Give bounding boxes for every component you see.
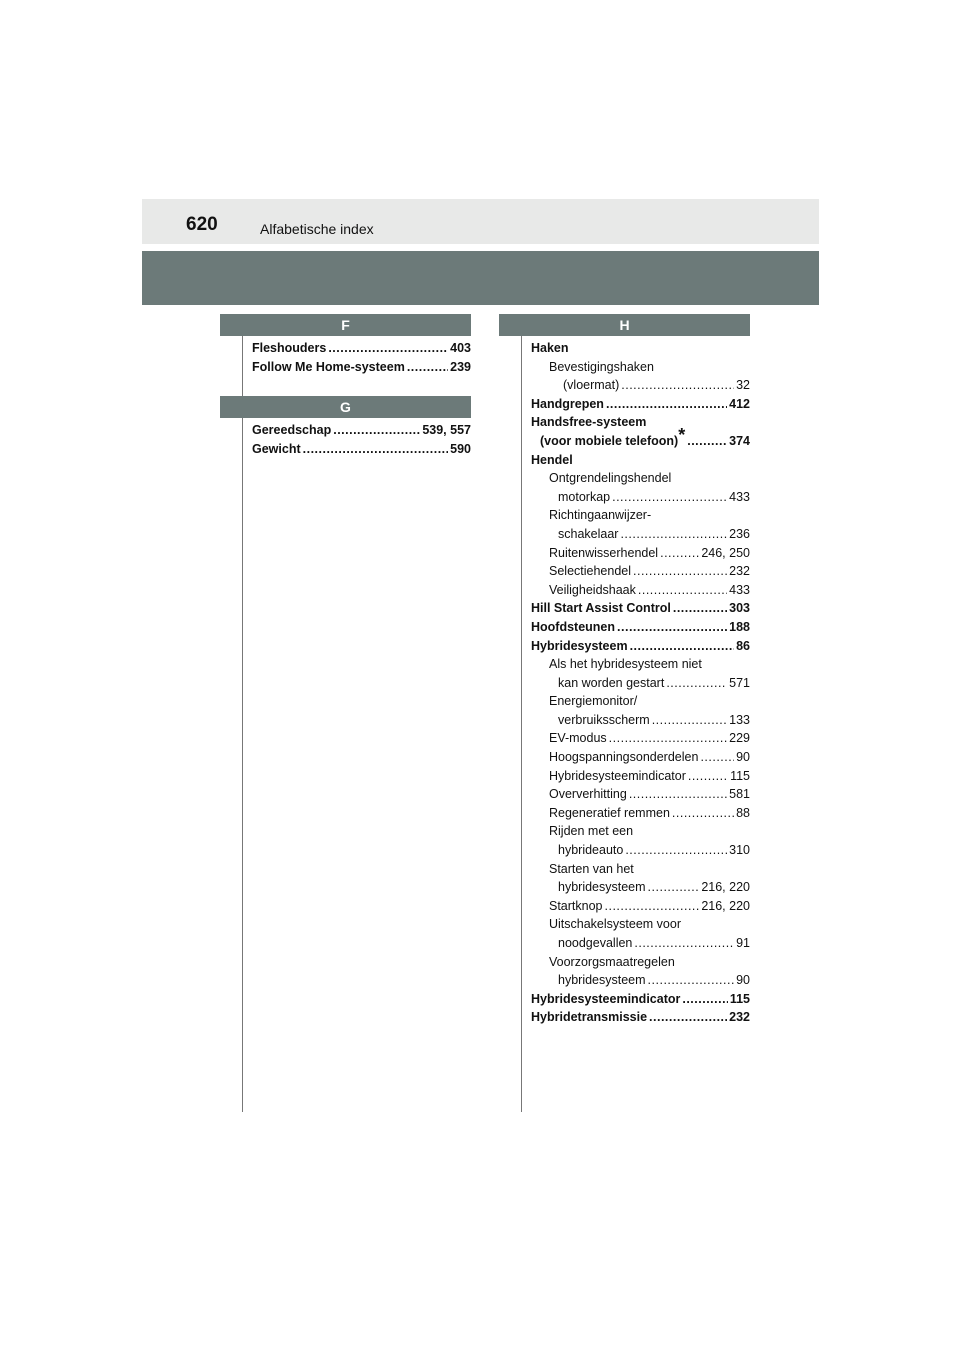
section-header-h: H xyxy=(499,314,750,336)
index-entry: Als het hybridesysteem niet xyxy=(549,657,702,672)
index-entry: Starten van het xyxy=(549,861,634,876)
page-number: 620 xyxy=(186,214,218,235)
index-entry: Oververhitting ..... 581 xyxy=(531,785,750,804)
index-entry: noodgevallen ..... 91 xyxy=(531,934,750,953)
section-g-entries xyxy=(252,421,471,458)
index-entry: kan worden gestart ..... 571 xyxy=(531,674,750,693)
index-entry: Energiemonitor/ xyxy=(549,694,638,709)
index-entry: Ruitenwisserhendel ..... 246, 250 xyxy=(531,544,750,563)
page-title: Alfabetische index xyxy=(260,221,374,237)
index-entry: Uitschakelsysteem voor xyxy=(549,917,681,932)
index-entry: Hybridesysteemindicator ..... 115 xyxy=(531,990,750,1009)
footnote-star: * xyxy=(678,424,686,445)
header-band xyxy=(142,251,819,305)
index-entry: verbruiksscherm ..... 133 xyxy=(531,711,750,730)
index-entry: Handgrepen ..... 412 xyxy=(531,395,750,414)
index-entry: (vloermat) ..... 32 xyxy=(531,376,750,395)
index-entry: EV-modus ..... 229 xyxy=(531,729,750,748)
index-entry: Richtingaanwijzer- xyxy=(549,508,652,523)
index-entry: Hybridesysteem ..... 86 xyxy=(531,637,750,656)
index-entry: Hoofdsteunen ..... 188 xyxy=(531,618,750,637)
index-entry: Regeneratief remmen ..... 88 xyxy=(531,804,750,823)
index-entry: Ontgrendelingshendel xyxy=(549,471,672,486)
index-entry: hybrideauto ..... 310 xyxy=(531,841,750,860)
index-entry: Selectiehendel ..... 232 xyxy=(531,562,750,581)
section-h-entries xyxy=(531,339,750,1027)
index-entry: Rijden met een xyxy=(549,824,634,839)
index-entry: Hendel xyxy=(531,452,573,467)
index-entry: Fleshouders ..... 403 xyxy=(252,339,471,358)
index-entry: Follow Me Home-systeem ..... 239 xyxy=(252,358,471,377)
index-entry: hybridesysteem ..... 216, 220 xyxy=(531,878,750,897)
index-entry: Handsfree-systeem xyxy=(531,415,647,430)
left-column-rule xyxy=(242,336,243,1112)
index-entry: Hybridetransmissie ..... 232 xyxy=(531,1008,750,1027)
page-header-bar xyxy=(142,199,819,244)
section-f-entries xyxy=(252,339,471,376)
index-entry: (voor mobiele telefoon)* ..... 374 xyxy=(531,432,750,451)
index-entry: Bevestigingshaken xyxy=(549,359,654,374)
index-entry: Voorzorgsmaatregelen xyxy=(549,954,675,969)
right-column-rule xyxy=(521,336,522,1112)
index-entry: Hill Start Assist Control ..... 303 xyxy=(531,599,750,618)
index-entry: Gereedschap ..... 539, 557 xyxy=(252,421,471,440)
index-entry: Gewicht ..... 590 xyxy=(252,440,471,459)
index-entry: Startknop ..... 216, 220 xyxy=(531,897,750,916)
index-entry: Haken xyxy=(531,341,569,355)
section-header-g: G xyxy=(220,396,471,418)
index-entry: hybridesysteem ..... 90 xyxy=(531,971,750,990)
index-entry: Hoogspanningsonderdelen ..... 90 xyxy=(531,748,750,767)
index-entry: Veiligheidshaak ..... 433 xyxy=(531,581,750,600)
index-entry: motorkap ..... 433 xyxy=(531,488,750,507)
index-entry: schakelaar ..... 236 xyxy=(531,525,750,544)
index-entry: Hybridesysteemindicator ..... 115 xyxy=(531,767,750,786)
section-header-f: F xyxy=(220,314,471,336)
